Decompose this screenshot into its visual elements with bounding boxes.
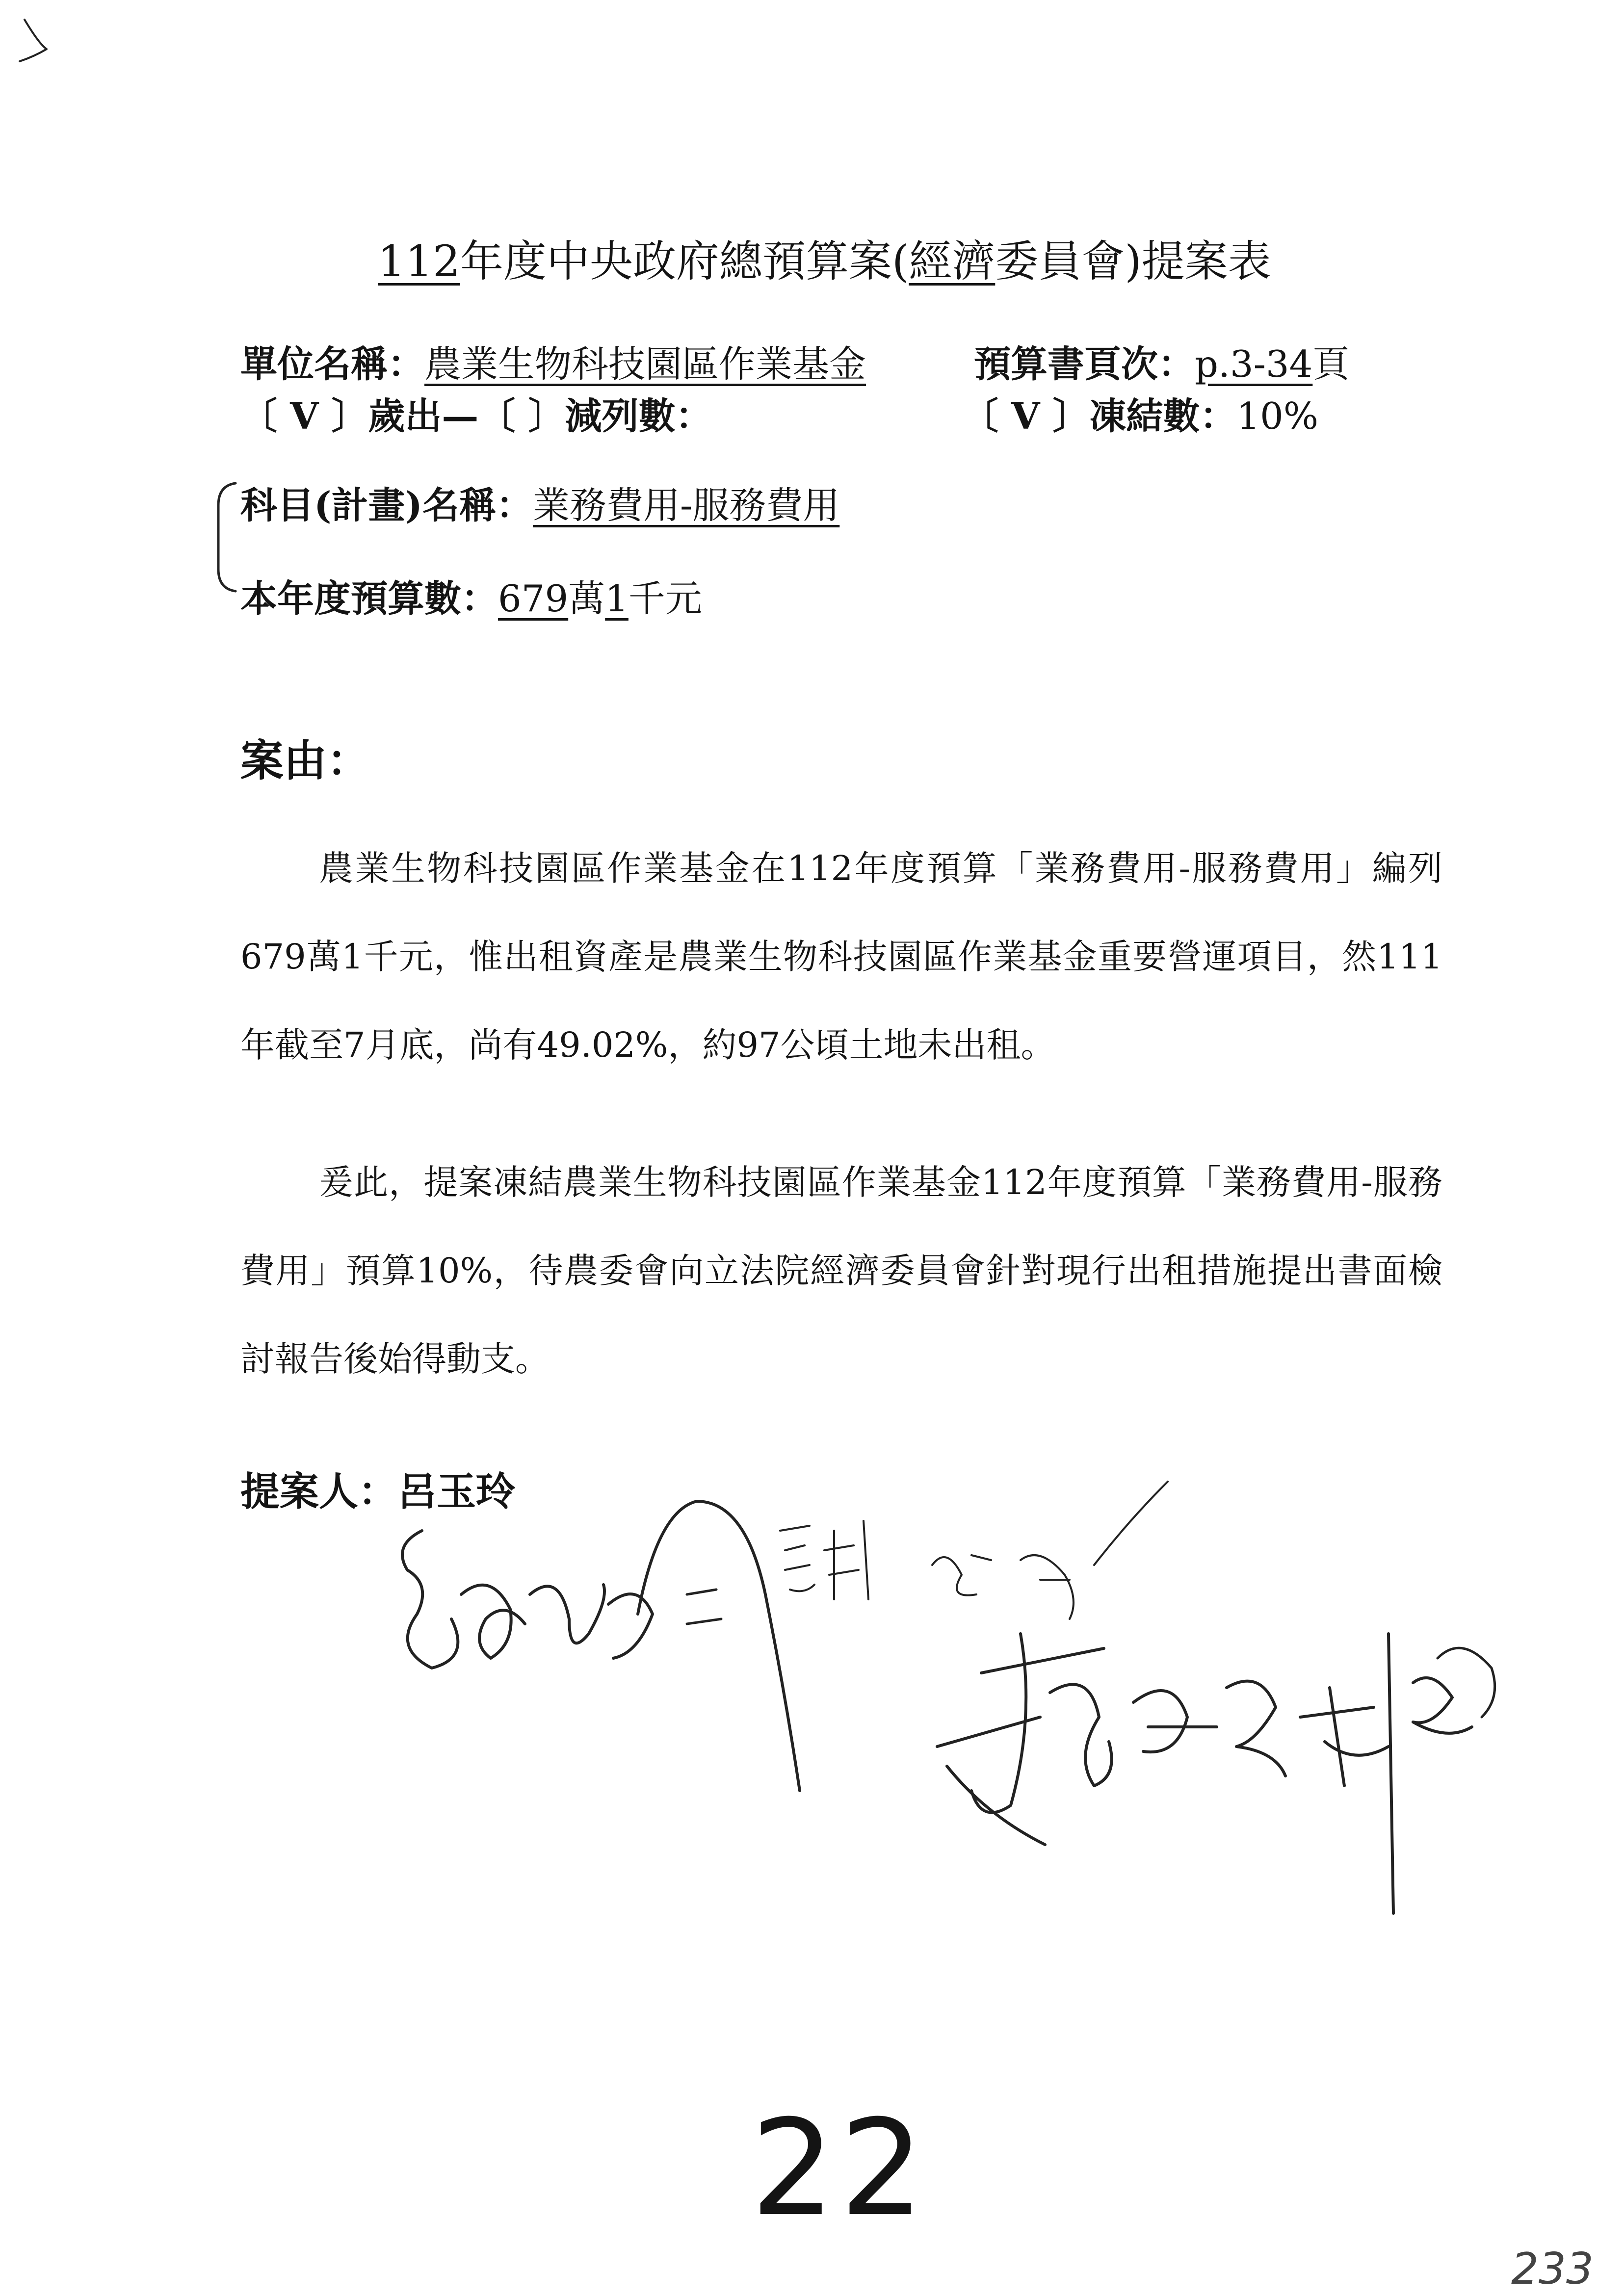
freeze-value: 10% <box>1236 394 1319 438</box>
unit-value: 農業生物科技園區作業基金 <box>424 342 866 386</box>
wan-unit: 萬 <box>568 577 605 620</box>
title-part1: 年度中央政府總預算案( <box>460 236 909 287</box>
reason-heading: 案由： <box>240 735 370 786</box>
freeze-label: 〔 V 〕凍結數： <box>962 394 1237 438</box>
proposer-label: 提案人： <box>240 1468 397 1514</box>
subject-label: 科目(計畫)名稱： <box>240 484 533 527</box>
page-number-small: 233 <box>1511 2244 1594 2294</box>
page-value: p.3-34 <box>1195 342 1313 386</box>
title-committee: 經濟 <box>909 236 995 287</box>
page-number-handwritten: 22 <box>751 2091 929 2245</box>
budget-wan: 679 <box>498 577 569 620</box>
reason-text-1: 農業生物科技園區作業基金在112年度預算「業務費用-服務費用」編列679萬1千元，惟出租資產是農業生物科技園區作業基金重要營運項目，然111年截至7月底，尚有49.02%，約97公頃土地未出租。 <box>240 848 1442 1065</box>
page-suffix: 頁 <box>1312 342 1350 386</box>
title-year: 112 <box>378 236 460 287</box>
proposer-name: 呂玉玲 <box>397 1468 515 1514</box>
budget-thousand: 1 <box>605 577 629 620</box>
thousand-unit: 千元 <box>628 577 702 620</box>
title-part2: 委員會)提案表 <box>995 236 1271 287</box>
unit-label: 單位名稱： <box>240 342 425 386</box>
page-label: 預算書頁次： <box>974 342 1195 386</box>
subject-value: 業務費用-服務費用 <box>532 484 840 527</box>
budget-label: 本年度預算數： <box>240 577 498 620</box>
reason-text-2: 爰此，提案凍結農業生物科技園區作業基金112年度預算「業務費用-服務費用」預算10%，待農委會向立法院經濟委員會針對現行出租措施提出書面檢討報告後始得動支。 <box>240 1162 1442 1379</box>
expense-line: 〔 V 〕歲出—〔 〕減列數： <box>240 394 712 438</box>
